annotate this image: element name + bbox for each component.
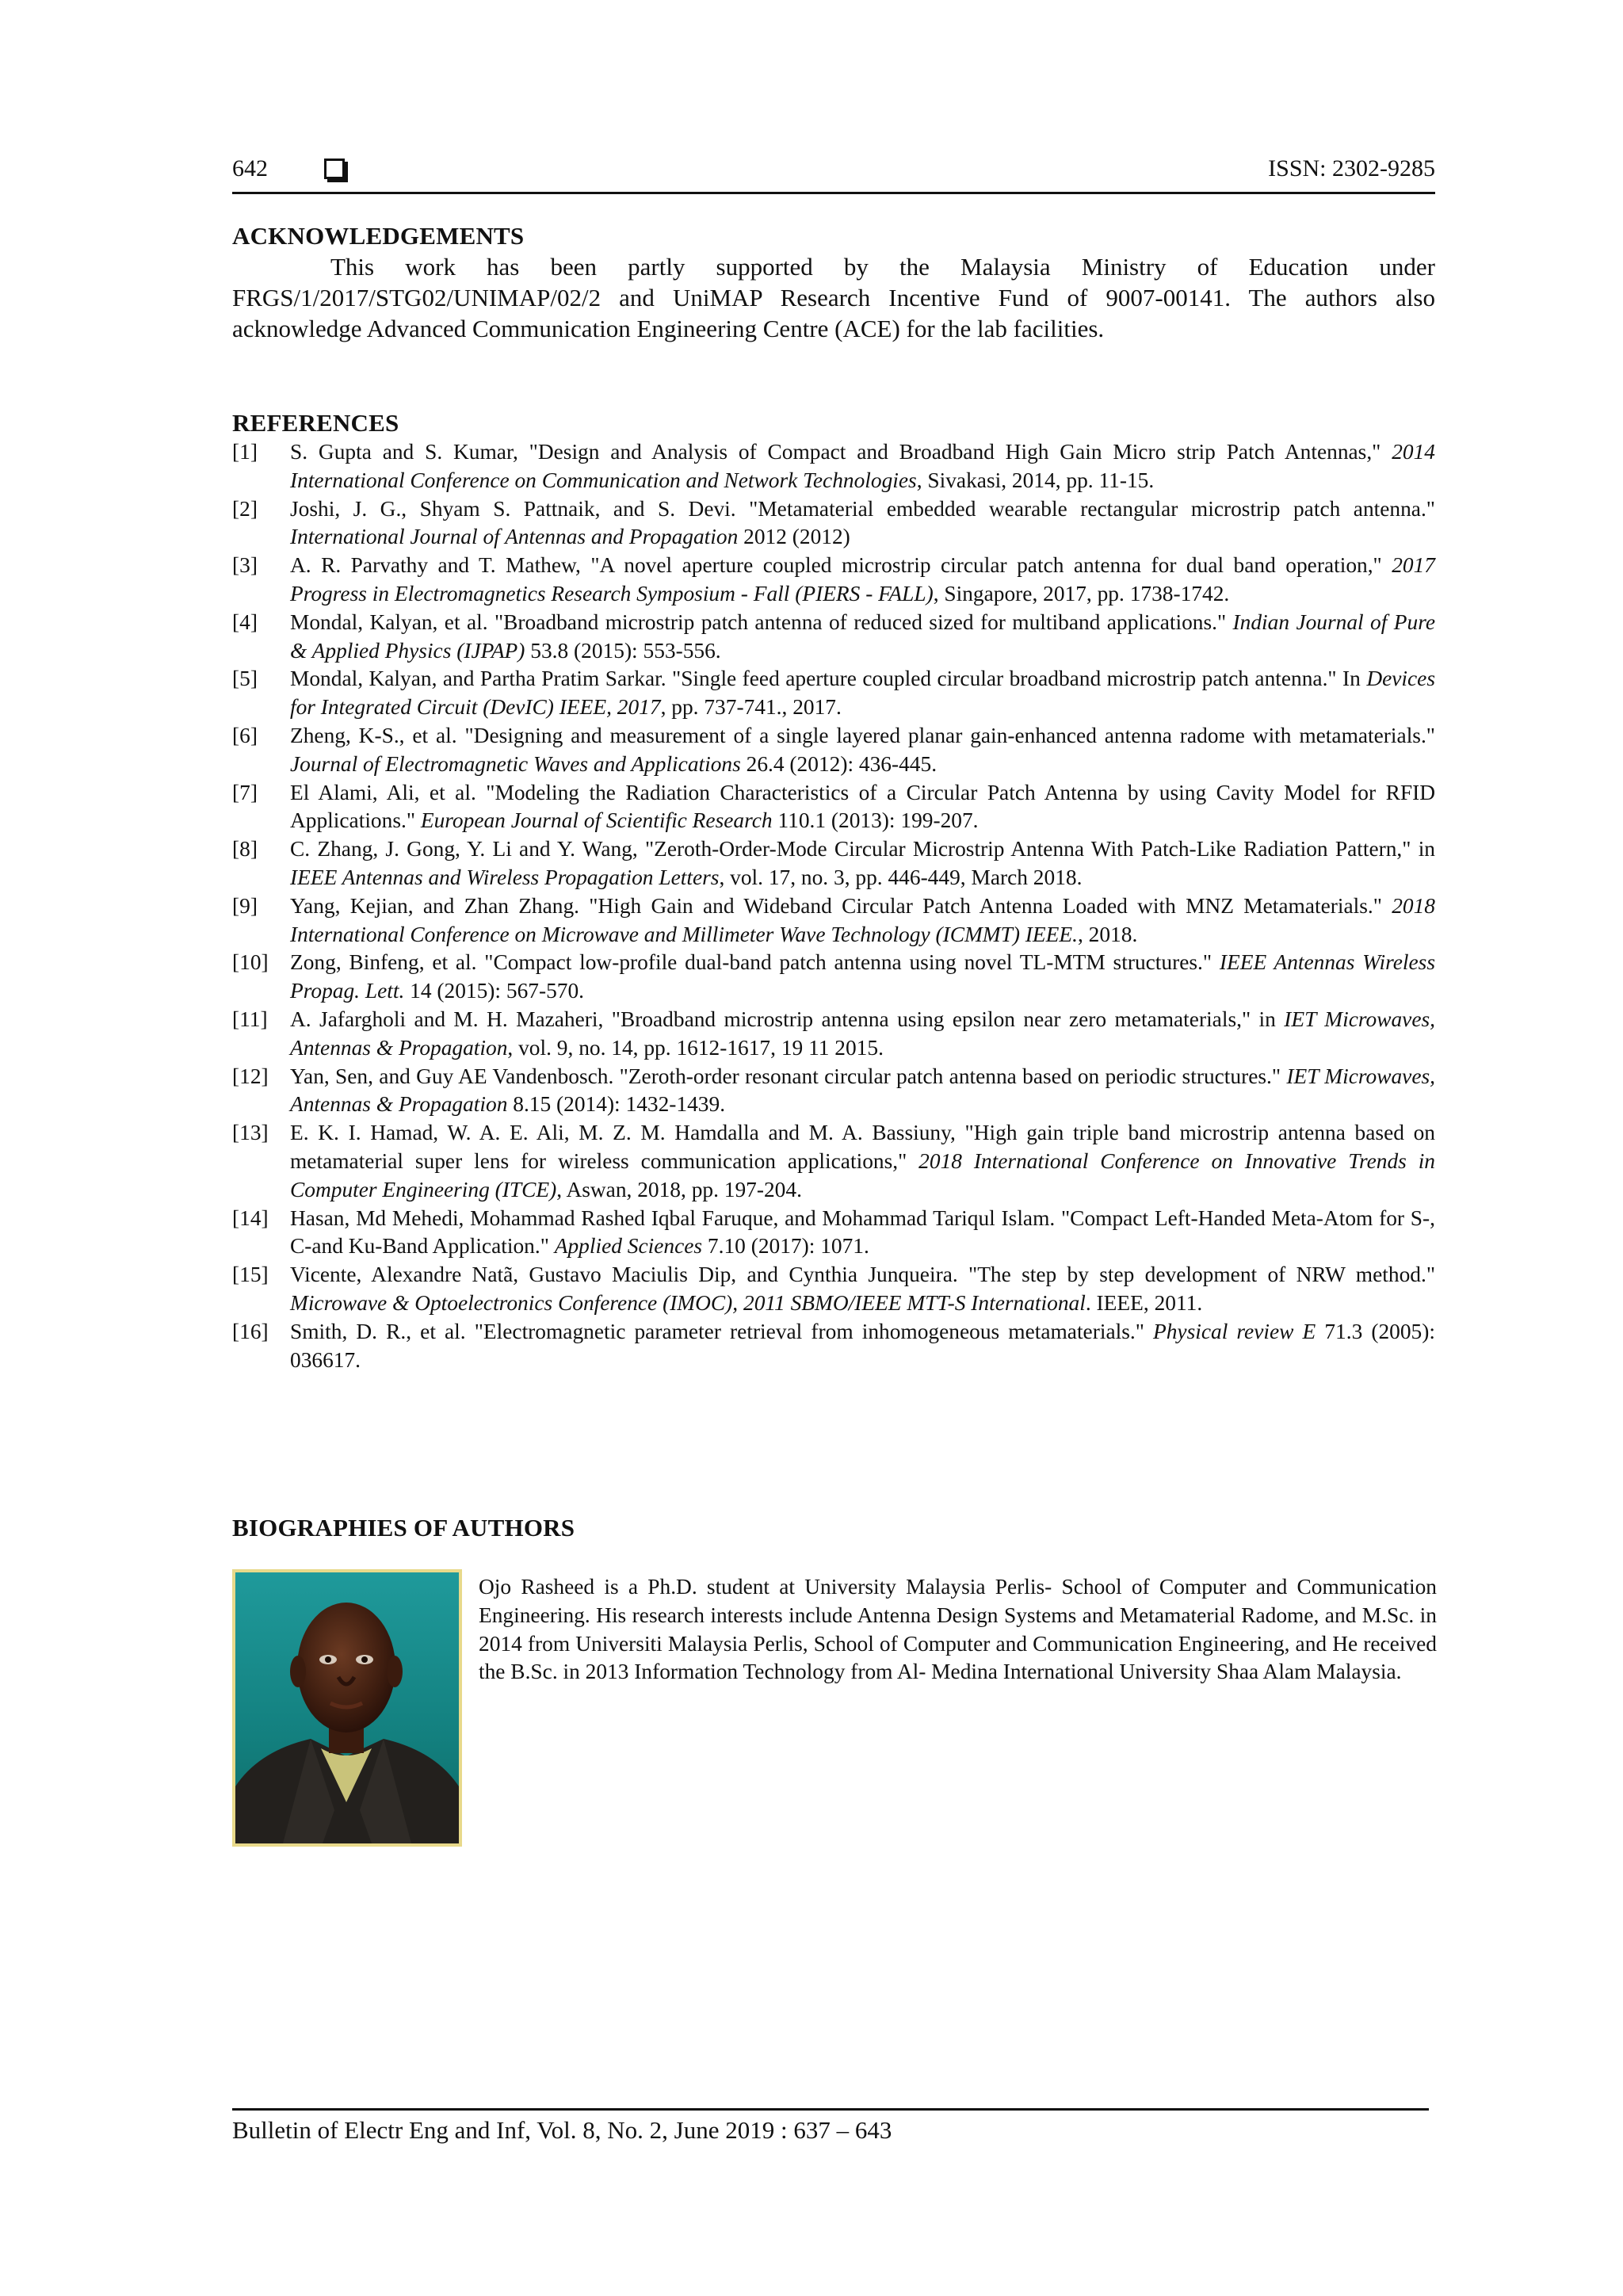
page-number: 642 xyxy=(232,155,268,181)
reference-item xyxy=(232,609,1435,666)
acknowledgements-heading: ACKNOWLEDGEMENTS xyxy=(232,222,525,250)
reference-text: Yang, Kejian, and Zhan Zhang. "High Gain and Wideband Circular Patch Antenna Loaded with MNZ Metamaterials." xyxy=(290,893,1392,918)
reference-details: 8.15 (2014): 1432-1439. xyxy=(507,1092,726,1117)
reference-number: [5] xyxy=(232,667,258,691)
reference-list xyxy=(232,438,1435,1374)
author-portrait-image xyxy=(235,1572,459,1843)
reference-item xyxy=(232,722,1435,779)
reference-details: 53.8 (2015): 553-556. xyxy=(525,638,721,663)
reference-venue: IET Microwaves, Antennas & Propagation xyxy=(290,1064,1435,1117)
reference-venue: Journal of Electromagnetic Waves and Applications xyxy=(290,751,741,776)
reference-item xyxy=(232,1205,1435,1262)
reference-number: [2] xyxy=(232,496,258,521)
reference-text: S. Gupta and S. Kumar, "Design and Analysis of Compact and Broadband High Gain Micro strip Patch Antennas," xyxy=(290,440,1392,464)
reference-venue: 2017 Progress in Electromagnetics Research Symposium - Fall (PIERS - FALL) xyxy=(290,553,1435,606)
biographies-heading: BIOGRAPHIES OF AUTHORS xyxy=(232,1514,575,1541)
reference-details: 26.4 (2012): 436-445. xyxy=(740,751,938,776)
page-header xyxy=(232,155,1435,190)
reference-number: [15] xyxy=(232,1263,269,1287)
reference-venue: European Journal of Scientific Research xyxy=(420,808,773,833)
reference-venue: Physical review E xyxy=(1153,1319,1316,1343)
reference-venue: Indian Journal of Pure & Applied Physics (IJPAP) xyxy=(290,609,1435,663)
reference-number: [7] xyxy=(232,780,258,804)
reference-item xyxy=(232,552,1435,609)
reference-number: [13] xyxy=(232,1121,269,1145)
reference-details: , pp. 737-741., 2017. xyxy=(660,695,842,720)
reference-venue: IEEE Antennas and Wireless Propagation Letters xyxy=(290,865,720,889)
journal-footer: Bulletin of Electr Eng and Inf, Vol. 8, No. 2, June 2019 : 637 – 643 xyxy=(232,2116,892,2144)
reference-item xyxy=(232,495,1435,552)
issn-label: ISSN: 2302-9285 xyxy=(1268,155,1435,181)
reference-venue: International Journal of Antennas and Propagation xyxy=(290,525,739,549)
header-rule xyxy=(232,192,1435,194)
reference-details: 71.3 (2005): 036617. xyxy=(290,1319,1435,1372)
reference-number: [4] xyxy=(232,609,258,634)
reference-number: [6] xyxy=(232,723,258,747)
reference-venue: IET Microwaves, Antennas & Propagation xyxy=(290,1007,1435,1060)
reference-text: A. Jafargholi and M. H. Mazaheri, "Broadband microstrip antenna using epsilon near zero metamaterials," in xyxy=(290,1007,1285,1031)
acknowledgements-text: This work has been partly supported by the Malaysia Ministry of Education under FRGS/1/2017/STG02/UNIMAP/02/2 and UniMAP Research Incentive Fund of 9007-00141. The authors also acknowledge Advanced Communication Engineering Centre (ACE) for the lab facilities. xyxy=(232,253,1435,342)
reference-text: Zong, Binfeng, et al. "Compact low-profile dual-band patch antenna using novel TL-MTM structures." xyxy=(290,950,1220,975)
references-heading: REFERENCES xyxy=(232,409,399,437)
reference-item xyxy=(232,835,1435,892)
reference-item xyxy=(232,438,1435,495)
reference-item xyxy=(232,1318,1435,1375)
reference-venue: IEEE Antennas Wireless Propag. Lett. xyxy=(290,950,1435,1003)
reference-venue: Devices for Integrated Circuit (DevIC) IEEE, 2017 xyxy=(290,667,1435,720)
reference-text: Zheng, K-S., et al. "Designing and measurement of a single layered planar gain-enhanced antenna radome with metamaterials." xyxy=(290,723,1435,747)
reference-item xyxy=(232,1006,1435,1063)
reference-text: Vicente, Alexandre Natã, Gustavo Maciulis Dip, and Cynthia Junqueira. "The step by step development of NRW method." xyxy=(290,1263,1435,1287)
reference-details: , Sivakasi, 2014, pp. 11-15. xyxy=(916,468,1155,492)
reference-venue: 2014 International Conference on Communication and Network Technologies xyxy=(290,440,1435,492)
author-photo xyxy=(232,1569,462,1847)
reference-details: . IEEE, 2011. xyxy=(1085,1290,1203,1315)
reference-text: Hasan, Md Mehedi, Mohammad Rashed Iqbal Faruque, and Mohammad Tariqul Islam. "Compact Left-Handed Meta-Atom for S-, C-and Ku-Band Application." xyxy=(290,1205,1435,1259)
reference-text: A. R. Parvathy and T. Mathew, "A novel aperture coupled microstrip circular patch antenna for dual band operation," xyxy=(290,553,1392,578)
reference-details: , Aswan, 2018, pp. 197-204. xyxy=(556,1177,802,1201)
reference-details: , Singapore, 2017, pp. 1738-1742. xyxy=(933,581,1230,606)
reference-number: [3] xyxy=(232,553,258,578)
reference-item xyxy=(232,892,1435,949)
reference-details: 7.10 (2017): 1071. xyxy=(702,1234,869,1259)
reference-number: [14] xyxy=(232,1205,269,1230)
reference-item xyxy=(232,779,1435,836)
reference-number: [1] xyxy=(232,440,258,464)
reference-details: 110.1 (2013): 199-207. xyxy=(772,808,979,833)
reference-venue: 2018 International Conference on Microwave and Millimeter Wave Technology (ICMMT) IEEE. xyxy=(290,893,1435,946)
reference-number: [9] xyxy=(232,893,258,918)
reference-item xyxy=(232,1261,1435,1318)
reference-text: E. K. I. Hamad, W. A. E. Ali, M. Z. M. Hamdalla and M. A. Bassiuny, "High gain triple band microstrip antenna based on metamaterial super lens for wireless communication applications," xyxy=(290,1121,1435,1173)
reference-number: [16] xyxy=(232,1319,269,1343)
reference-item xyxy=(232,1063,1435,1120)
reference-text: Mondal, Kalyan, and Partha Pratim Sarkar. "Single feed aperture coupled circular broadband microstrip patch antenna." In xyxy=(290,667,1367,691)
reference-item xyxy=(232,665,1435,722)
reference-details: 14 (2015): 567-570. xyxy=(404,979,585,1003)
reference-number: [8] xyxy=(232,837,258,861)
reference-venue: Applied Sciences xyxy=(554,1234,703,1259)
square-bullet-icon xyxy=(324,159,345,179)
reference-text: Smith, D. R., et al. "Electromagnetic parameter retrieval from inhomogeneous metamaterials." xyxy=(290,1319,1153,1343)
reference-text: Mondal, Kalyan, et al. "Broadband microstrip patch antenna of reduced sized for multiband applications." xyxy=(290,609,1233,634)
reference-number: [11] xyxy=(232,1007,268,1031)
reference-item xyxy=(232,949,1435,1006)
reference-details: , vol. 17, no. 3, pp. 446-449, March 2018. xyxy=(719,865,1083,889)
reference-details: 2012 (2012) xyxy=(738,525,850,549)
reference-details: , 2018. xyxy=(1077,922,1138,946)
author-biography: Ojo Rasheed is a Ph.D. student at University Malaysia Perlis- School of Computer and Communication Engineering. His research interests include Antenna Design Systems and Metamaterial Radome, and M.Sc. in 2014 from Universiti Malaysia Perlis, School of Computer and Communication Engineering, and He received the B.Sc. in 2013 Information Technology from Al- Medina International University Shaa Alam Malaysia. xyxy=(479,1575,1437,1684)
reference-text: Joshi, J. G., Shyam S. Pattnaik, and S. Devi. "Metamaterial embedded wearable rectangular microstrip patch antenna." xyxy=(290,496,1435,521)
reference-item xyxy=(232,1119,1435,1204)
reference-text: Yan, Sen, and Guy AE Vandenbosch. "Zeroth-order resonant circular patch antenna based on periodic structures." xyxy=(290,1064,1287,1088)
reference-text: C. Zhang, J. Gong, Y. Li and Y. Wang, "Zeroth-Order-Mode Circular Microstrip Antenna With Patch-Like Radiation Pattern," in xyxy=(290,837,1435,861)
reference-venue: 2018 International Conference on Innovative Trends in Computer Engineering (ITCE) xyxy=(290,1148,1435,1201)
reference-number: [10] xyxy=(232,950,269,975)
reference-details: , vol. 9, no. 14, pp. 1612-1617, 19 11 2015. xyxy=(507,1035,884,1060)
reference-number: [12] xyxy=(232,1064,269,1088)
footer-rule xyxy=(232,2108,1429,2111)
reference-venue: Microwave & Optoelectronics Conference (IMOC), 2011 SBMO/IEEE MTT-S International xyxy=(290,1290,1086,1315)
reference-text: El Alami, Ali, et al. "Modeling the Radiation Characteristics of a Circular Patch Antenna by using Cavity Model for RFID Applications." xyxy=(290,780,1435,833)
